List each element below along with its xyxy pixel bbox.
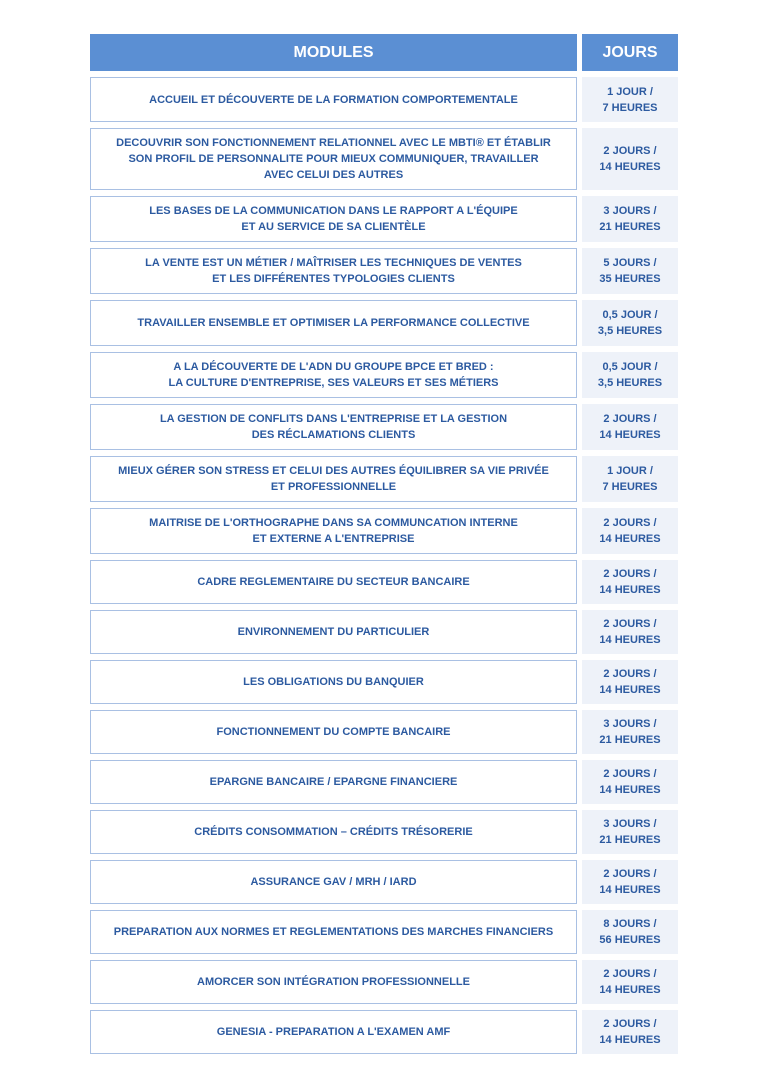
module-text: ET LES DIFFÉRENTES TYPOLOGIES CLIENTS bbox=[212, 273, 455, 285]
module-text: DECOUVRIR SON FONCTIONNEMENT RELATIONNEL AVEC LE MBTI® ET ÉTABLIR bbox=[116, 137, 551, 149]
jours-text: 1 JOUR / bbox=[607, 465, 653, 477]
jours-cell bbox=[582, 456, 678, 502]
jours-text: 3,5 HEURES bbox=[597, 377, 663, 389]
jours-cell bbox=[582, 352, 678, 398]
jours-text: 2 JOURS / bbox=[603, 1018, 657, 1030]
module-cell bbox=[90, 300, 577, 346]
table-row bbox=[90, 352, 678, 398]
header-modules: MODULES bbox=[90, 34, 577, 71]
jours-text: 14 HEURES bbox=[599, 161, 661, 173]
jours-text: 3 JOURS / bbox=[603, 205, 657, 217]
jours-cell bbox=[582, 128, 678, 190]
jours-text: 2 JOURS / bbox=[603, 618, 657, 630]
table-row bbox=[90, 860, 678, 904]
module-text: SON PROFIL DE PERSONNALITE POUR MIEUX COMMUNIQUER, TRAVAILLER bbox=[128, 153, 539, 165]
jours-text: 14 HEURES bbox=[599, 984, 661, 996]
table-body bbox=[90, 77, 678, 1054]
jours-text: 2 JOURS / bbox=[603, 968, 657, 980]
jours-text: 5 JOURS / bbox=[603, 257, 657, 269]
jours-text: 3 JOURS / bbox=[603, 718, 657, 730]
module-cell bbox=[90, 77, 577, 122]
table-row bbox=[90, 610, 678, 654]
jours-text: 7 HEURES bbox=[602, 101, 658, 114]
modules-table bbox=[90, 34, 678, 1054]
jours-cell bbox=[582, 77, 678, 122]
table-row bbox=[90, 660, 678, 704]
module-cell bbox=[90, 404, 577, 450]
jours-text: 14 HEURES bbox=[599, 784, 661, 796]
module-cell bbox=[90, 660, 577, 704]
jours-text: 56 HEURES bbox=[599, 934, 661, 946]
jours-text: 2 JOURS / bbox=[603, 768, 657, 780]
module-text: A LA DÉCOUVERTE DE L'ADN DU GROUPE BPCE ET BRED : bbox=[173, 361, 494, 373]
jours-text: 14 HEURES bbox=[599, 1034, 661, 1046]
jours-text: 2 JOURS / bbox=[603, 668, 657, 680]
table-row bbox=[90, 960, 678, 1004]
jours-text: 21 HEURES bbox=[599, 834, 661, 846]
jours-text: 14 HEURES bbox=[599, 884, 661, 896]
module-text: MIEUX GÉRER SON STRESS ET CELUI DES AUTRES ÉQUILIBRER SA VIE PRIVÉE bbox=[118, 465, 549, 477]
jours-cell bbox=[582, 300, 678, 346]
module-cell bbox=[90, 860, 577, 904]
jours-cell bbox=[582, 960, 678, 1004]
module-text: FONCTIONNEMENT DU COMPTE BANCAIRE bbox=[216, 726, 451, 738]
jours-text: 1 JOUR / bbox=[607, 85, 653, 98]
module-text: EPARGNE BANCAIRE / EPARGNE FINANCIERE bbox=[209, 776, 458, 788]
table-header bbox=[90, 34, 678, 71]
jours-text: 0,5 JOUR / bbox=[602, 309, 658, 321]
jours-cell bbox=[582, 860, 678, 904]
module-text: GENESIA - PREPARATION A L'EXAMEN AMF bbox=[216, 1026, 451, 1038]
module-cell bbox=[90, 196, 577, 242]
header-jours: JOURS bbox=[582, 34, 678, 71]
module-text: PREPARATION AUX NORMES ET REGLEMENTATIONS DES MARCHES FINANCIERS bbox=[113, 926, 554, 938]
jours-text: 2 JOURS / bbox=[603, 413, 657, 425]
jours-text: 14 HEURES bbox=[599, 429, 661, 441]
module-cell bbox=[90, 960, 577, 1004]
jours-text: 3,5 HEURES bbox=[597, 325, 663, 337]
table-row bbox=[90, 77, 678, 122]
table-row bbox=[90, 128, 678, 190]
module-cell bbox=[90, 610, 577, 654]
module-text: TRAVAILLER ENSEMBLE ET OPTIMISER LA PERFORMANCE COLLECTIVE bbox=[137, 317, 530, 329]
module-text: ACCUEIL ET DÉCOUVERTE DE LA FORMATION COMPORTEMENTALE bbox=[149, 93, 518, 106]
module-text: LA CULTURE D'ENTREPRISE, SES VALEURS ET SES MÉTIERS bbox=[168, 377, 499, 389]
jours-text: 0,5 JOUR / bbox=[602, 361, 658, 373]
module-text: LES OBLIGATIONS DU BANQUIER bbox=[243, 676, 424, 688]
jours-cell bbox=[582, 1010, 678, 1054]
jours-cell bbox=[582, 196, 678, 242]
jours-cell bbox=[582, 760, 678, 804]
module-text: ET EXTERNE A L'ENTREPRISE bbox=[252, 533, 415, 545]
jours-text: 35 HEURES bbox=[599, 273, 661, 285]
jours-cell bbox=[582, 810, 678, 854]
jours-text: 14 HEURES bbox=[599, 584, 661, 596]
jours-cell bbox=[582, 404, 678, 450]
jours-cell bbox=[582, 508, 678, 554]
module-cell bbox=[90, 910, 577, 954]
module-text: DES RÉCLAMATIONS CLIENTS bbox=[251, 429, 416, 441]
table-row bbox=[90, 560, 678, 604]
jours-text: 14 HEURES bbox=[599, 634, 661, 646]
module-cell bbox=[90, 352, 577, 398]
jours-text: 21 HEURES bbox=[599, 221, 661, 233]
table-row bbox=[90, 910, 678, 954]
table-row bbox=[90, 456, 678, 502]
module-text: AVEC CELUI DES AUTRES bbox=[263, 169, 404, 181]
table-row bbox=[90, 1010, 678, 1054]
jours-text: 2 JOURS / bbox=[603, 868, 657, 880]
module-cell bbox=[90, 760, 577, 804]
jours-cell bbox=[582, 710, 678, 754]
jours-text: 2 JOURS / bbox=[603, 568, 657, 580]
jours-cell bbox=[582, 610, 678, 654]
table-row bbox=[90, 508, 678, 554]
jours-cell bbox=[582, 560, 678, 604]
jours-text: 14 HEURES bbox=[599, 684, 661, 696]
module-text: LA GESTION DE CONFLITS DANS L'ENTREPRISE ET LA GESTION bbox=[159, 413, 508, 425]
jours-text: 21 HEURES bbox=[599, 734, 661, 746]
module-text: CADRE REGLEMENTAIRE DU SECTEUR BANCAIRE bbox=[197, 576, 470, 588]
jours-text: 2 JOURS / bbox=[603, 145, 657, 157]
jours-text: 3 JOURS / bbox=[603, 818, 657, 830]
jours-cell bbox=[582, 660, 678, 704]
table-row bbox=[90, 248, 678, 294]
module-text: MAITRISE DE L'ORTHOGRAPHE DANS SA COMMUNCATION INTERNE bbox=[149, 517, 518, 529]
module-text: ET AU SERVICE DE SA CLIENTÈLE bbox=[241, 221, 426, 233]
module-text: ASSURANCE GAV / MRH / IARD bbox=[250, 876, 417, 888]
module-text: AMORCER SON INTÉGRATION PROFESSIONNELLE bbox=[197, 976, 470, 988]
jours-text: 8 JOURS / bbox=[603, 918, 657, 930]
jours-cell bbox=[582, 910, 678, 954]
jours-text: 7 HEURES bbox=[602, 481, 658, 493]
table-row bbox=[90, 300, 678, 346]
module-text: LA VENTE EST UN MÉTIER / MAÎTRISER LES TECHNIQUES DE VENTES bbox=[145, 257, 522, 269]
module-cell bbox=[90, 128, 577, 190]
table-row bbox=[90, 404, 678, 450]
table-row bbox=[90, 196, 678, 242]
module-text: ENVIRONNEMENT DU PARTICULIER bbox=[237, 626, 430, 638]
table-row bbox=[90, 810, 678, 854]
module-cell bbox=[90, 710, 577, 754]
module-cell bbox=[90, 508, 577, 554]
module-cell bbox=[90, 560, 577, 604]
jours-text: 14 HEURES bbox=[599, 533, 661, 545]
module-text: CRÉDITS CONSOMMATION – CRÉDITS TRÉSORERIE bbox=[194, 826, 473, 838]
jours-cell bbox=[582, 248, 678, 294]
module-cell bbox=[90, 248, 577, 294]
module-cell bbox=[90, 810, 577, 854]
module-text: ET PROFESSIONNELLE bbox=[270, 481, 397, 493]
module-text: LES BASES DE LA COMMUNICATION DANS LE RAPPORT A L'ÉQUIPE bbox=[149, 205, 518, 217]
module-cell bbox=[90, 1010, 577, 1054]
module-cell bbox=[90, 456, 577, 502]
table-row bbox=[90, 710, 678, 754]
jours-text: 2 JOURS / bbox=[603, 517, 657, 529]
table-row bbox=[90, 760, 678, 804]
